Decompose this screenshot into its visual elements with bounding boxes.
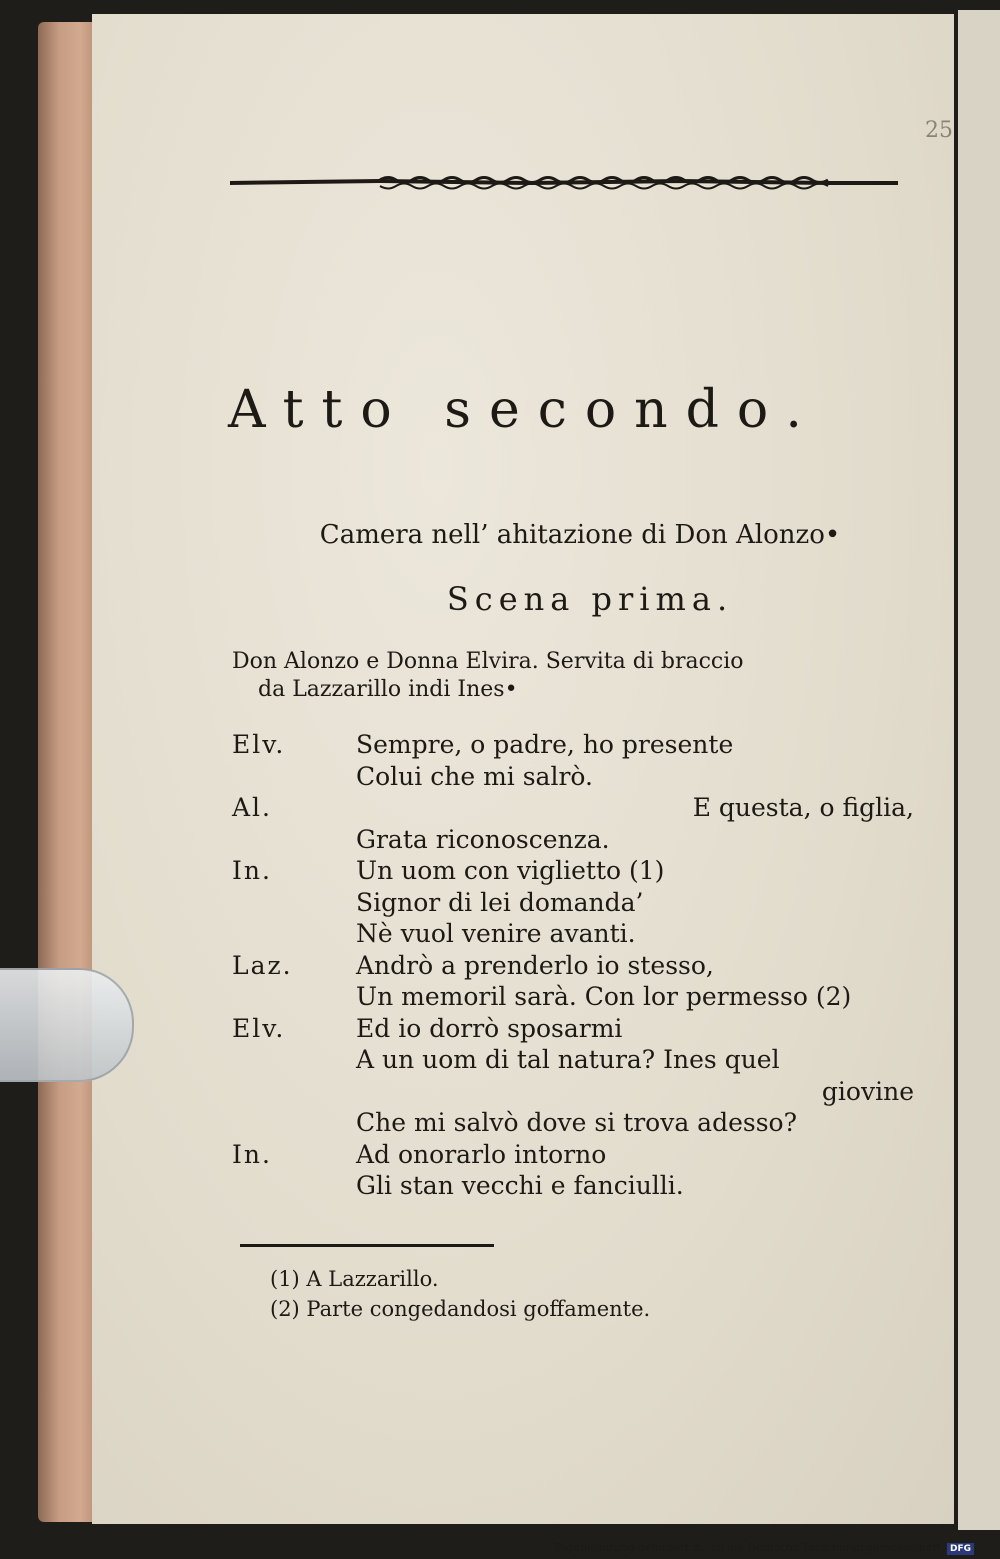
verse-text: E questa, o figlia, (692, 793, 914, 822)
ornament-divider (230, 172, 898, 194)
speaker-label: In. (232, 1139, 272, 1169)
dialogue-line (232, 1108, 932, 1140)
page-number: 25 (925, 118, 953, 143)
verse-text: Un uom con viglietto (1) (356, 856, 665, 885)
speaker-label: In. (232, 856, 272, 885)
setting-line: Camera nell’ ahitazione di Don Alonzo• (319, 520, 841, 550)
page-edge (38, 22, 98, 1522)
digitization-credit (555, 1541, 974, 1555)
facing-page-edge (958, 10, 1000, 1530)
verse-text: A un uom di tal natura? Ines quel (356, 1045, 780, 1074)
stage-direction-line: Don Alonzo e Donna Elvira. Servita di braccio (232, 649, 744, 674)
dialogue-line (232, 1045, 932, 1077)
dialogue-line (232, 1171, 932, 1203)
verse-text: Ad onorarlo intorno (356, 1139, 607, 1169)
act-heading: Atto secondo. (228, 380, 820, 440)
dialogue-line (232, 856, 932, 888)
dialogue-line (232, 1140, 932, 1172)
dialogue-line (232, 825, 932, 857)
dialogue-line (232, 1077, 932, 1109)
dialogue-line (232, 730, 932, 762)
speaker-label: Elv. (232, 1013, 286, 1043)
footnote-rule (240, 1244, 494, 1247)
verse-text: Gli stan vecchi e fanciulli. (356, 1171, 684, 1200)
scene-title: Scena prima. (446, 580, 734, 618)
dialogue-block (232, 730, 932, 1203)
verse-text: giovine (821, 1076, 914, 1106)
speaker-label: Laz. (232, 950, 293, 980)
dialogue-line (232, 919, 932, 951)
dialogue-line (232, 1014, 932, 1046)
verse-text: Grata riconoscenza. (356, 824, 610, 854)
dialogue-line (232, 951, 932, 983)
dialogue-line (232, 762, 932, 794)
stage-direction-line: da Lazzarillo indi Ines• (258, 677, 518, 702)
speaker-label: Elv. (232, 730, 286, 759)
verse-text: Signor di lei domanda’ (356, 887, 644, 917)
verse-text: Ed io dorrò sposarmi (356, 1013, 623, 1043)
page-holder-clip (0, 968, 134, 1082)
dialogue-line (232, 793, 932, 825)
footnote: (2) Parte congedandosi goffamente. (270, 1297, 651, 1321)
dialogue-line (232, 982, 932, 1014)
verse-text: Nè vuol venire avanti. (356, 919, 636, 948)
verse-text: Un memoril sarà. Con lor permesso (2) (356, 982, 852, 1011)
stage-direction (232, 648, 932, 704)
footnotes (270, 1264, 910, 1324)
verse-text: Andrò a prenderlo io stesso, (356, 950, 714, 980)
dialogue-line (232, 888, 932, 920)
speaker-label: Al. (232, 793, 272, 822)
dfg-logo: DFG (947, 1543, 974, 1555)
verse-text: Colui che mi salrò. (356, 761, 593, 791)
credit-text: Digitalisierung gefördert durch die Deutsche Forschungsgemeinschaft (554, 1541, 941, 1554)
footnote: (1) A Lazzarillo. (270, 1267, 439, 1291)
verse-text: Che mi salvò dove si trova adesso? (356, 1108, 798, 1137)
verse-text: Sempre, o padre, ho presente (356, 730, 734, 759)
